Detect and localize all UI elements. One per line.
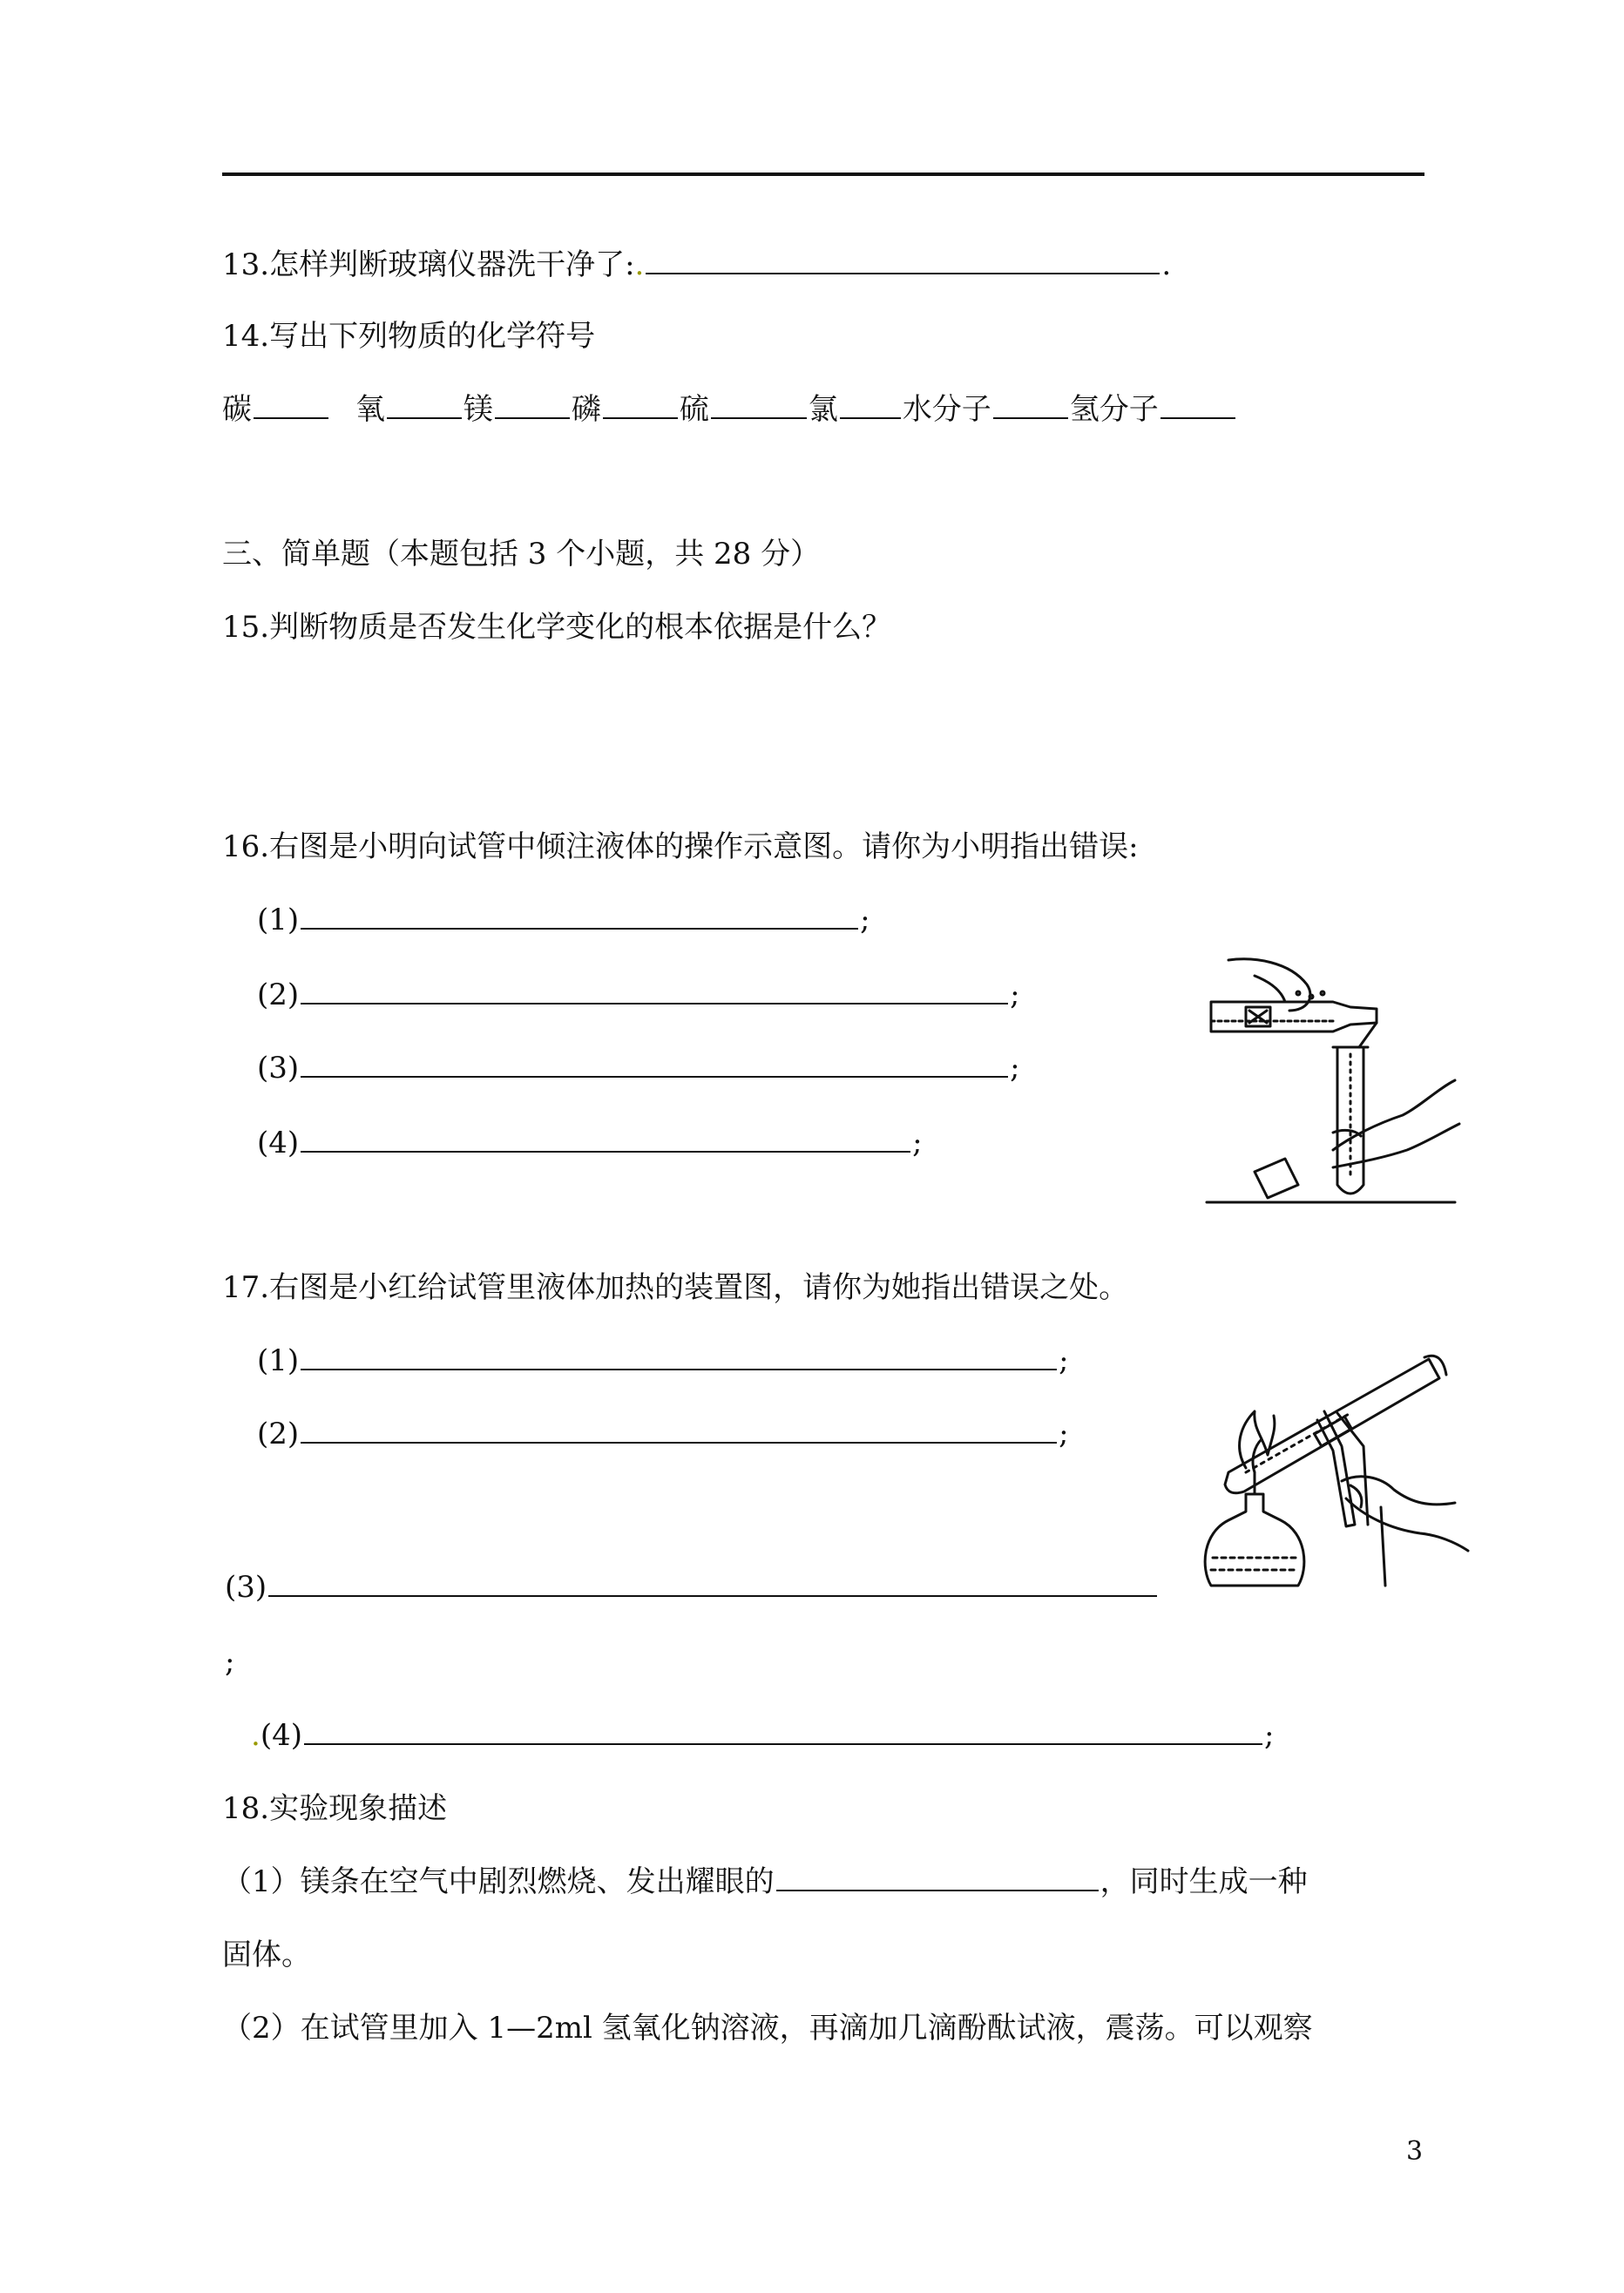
q18-part-1-cont xyxy=(222,1936,311,1974)
q16-label-1: (1) xyxy=(257,903,300,937)
pouring-liquid-figure xyxy=(1202,950,1464,1211)
q16-answer-3 xyxy=(257,1049,1020,1087)
header-rule xyxy=(222,172,1424,176)
question-14-items xyxy=(222,390,1237,429)
blank-water-molecule[interactable] xyxy=(993,391,1068,419)
blank-hydrogen-molecule[interactable] xyxy=(1160,391,1235,419)
item-magnesium: 镁 xyxy=(463,392,493,427)
blank-phosphorus[interactable] xyxy=(603,391,678,419)
q17-blank-4[interactable] xyxy=(304,1717,1262,1745)
q17-semicolon-1: ; xyxy=(1059,1343,1069,1378)
question-15 xyxy=(222,608,891,646)
q17-blank-3[interactable] xyxy=(268,1569,1157,1597)
q18-part-1-text-c: 固体。 xyxy=(222,1938,311,1972)
question-17 xyxy=(222,1268,1128,1307)
q16-blank-4[interactable] xyxy=(301,1125,910,1153)
q18-part-1-text-b: ，同时生成一种 xyxy=(1100,1864,1308,1899)
q17-blank-1[interactable] xyxy=(301,1343,1057,1370)
blank-chlorine[interactable] xyxy=(840,391,901,419)
question-13 xyxy=(222,246,1171,284)
q17-label-1: (1) xyxy=(257,1343,300,1378)
q18-part-2 xyxy=(222,2009,1313,2047)
question-17-text: 17.右图是小红给试管里液体加热的装置图，请你为她指出错误之处。 xyxy=(222,1270,1129,1305)
q17-semicolon-4: ; xyxy=(1263,1718,1275,1753)
question-14 xyxy=(222,317,595,355)
q16-blank-3[interactable] xyxy=(301,1050,1008,1078)
question-15-text: 15.判断物质是否发生化学变化的根本依据是什么？ xyxy=(222,610,892,645)
item-water-molecule: 水分子 xyxy=(902,392,991,427)
question-16 xyxy=(222,828,1139,866)
q16-blank-1[interactable] xyxy=(301,902,858,930)
heating-liquid-figure xyxy=(1194,1342,1472,1603)
q18-part-2-text: （2）在试管里加入 1—2ml 氢氧化钠溶液，再滴加几滴酚酞试液，震荡。可以观察 xyxy=(222,2011,1313,2046)
blank-oxygen[interactable] xyxy=(387,391,462,419)
q18-part-1 xyxy=(222,1863,1308,1901)
q16-blank-2[interactable] xyxy=(301,977,1008,1004)
q17-answer-1 xyxy=(257,1342,1069,1380)
item-carbon: 碳 xyxy=(222,392,252,427)
blank-magnesium[interactable] xyxy=(495,391,570,419)
item-chlorine: 氯 xyxy=(808,392,838,427)
q16-answer-4 xyxy=(257,1124,923,1162)
q17-answer-3-end xyxy=(225,1643,234,1681)
stray-dot: . xyxy=(634,247,645,282)
q16-semicolon-1: ; xyxy=(860,903,870,937)
page-number: 3 xyxy=(1406,2136,1424,2167)
q16-answer-2 xyxy=(257,976,1020,1014)
question-16-text: 16.右图是小明向试管中倾注液体的操作示意图。请你为小明指出错误: xyxy=(222,829,1139,864)
item-hydrogen-molecule: 氢分子 xyxy=(1069,392,1159,427)
blank-carbon[interactable] xyxy=(254,391,328,419)
question-18 xyxy=(222,1789,447,1828)
section-3-title xyxy=(222,535,820,573)
blank-sulfur[interactable] xyxy=(711,391,807,419)
question-13-text: 13.怎样判断玻璃仪器洗干净了: xyxy=(222,247,635,282)
q17-answer-3 xyxy=(225,1568,1159,1606)
q17-semicolon-3: ; xyxy=(225,1645,235,1680)
q17-label-3: (3) xyxy=(225,1570,267,1605)
item-oxygen: 氧 xyxy=(355,392,385,427)
q16-semicolon-4: ; xyxy=(912,1126,923,1160)
q17-semicolon-2: ; xyxy=(1059,1417,1069,1451)
q16-semicolon-2: ; xyxy=(1010,977,1020,1012)
stray-dot-2: . xyxy=(251,1718,261,1753)
q16-label-3: (3) xyxy=(257,1051,300,1086)
item-sulfur: 硫 xyxy=(679,392,709,427)
q17-label-2: (2) xyxy=(257,1417,300,1451)
q18-part-1-text-a: （1）镁条在空气中剧烈燃烧、发出耀眼的 xyxy=(222,1864,775,1899)
q18-blank-1[interactable] xyxy=(776,1863,1099,1891)
q16-answer-1 xyxy=(257,901,870,939)
question-18-text: 18.实验现象描述 xyxy=(222,1791,448,1826)
question-13-end: . xyxy=(1161,247,1172,282)
q17-label-4: (4) xyxy=(260,1718,302,1753)
q16-label-2: (2) xyxy=(257,977,300,1012)
answer-blank-13[interactable] xyxy=(646,247,1160,274)
section-3-title-text: 三、简单题（本题包括 3 个小题，共 28 分） xyxy=(222,537,821,572)
q16-semicolon-3: ; xyxy=(1010,1051,1020,1086)
q17-answer-2 xyxy=(257,1415,1069,1453)
q17-answer-4 xyxy=(251,1716,1274,1755)
q17-blank-2[interactable] xyxy=(301,1416,1057,1444)
item-phosphorus: 磷 xyxy=(571,392,601,427)
q16-label-4: (4) xyxy=(257,1126,300,1160)
question-14-text: 14.写出下列物质的化学符号 xyxy=(222,319,596,354)
